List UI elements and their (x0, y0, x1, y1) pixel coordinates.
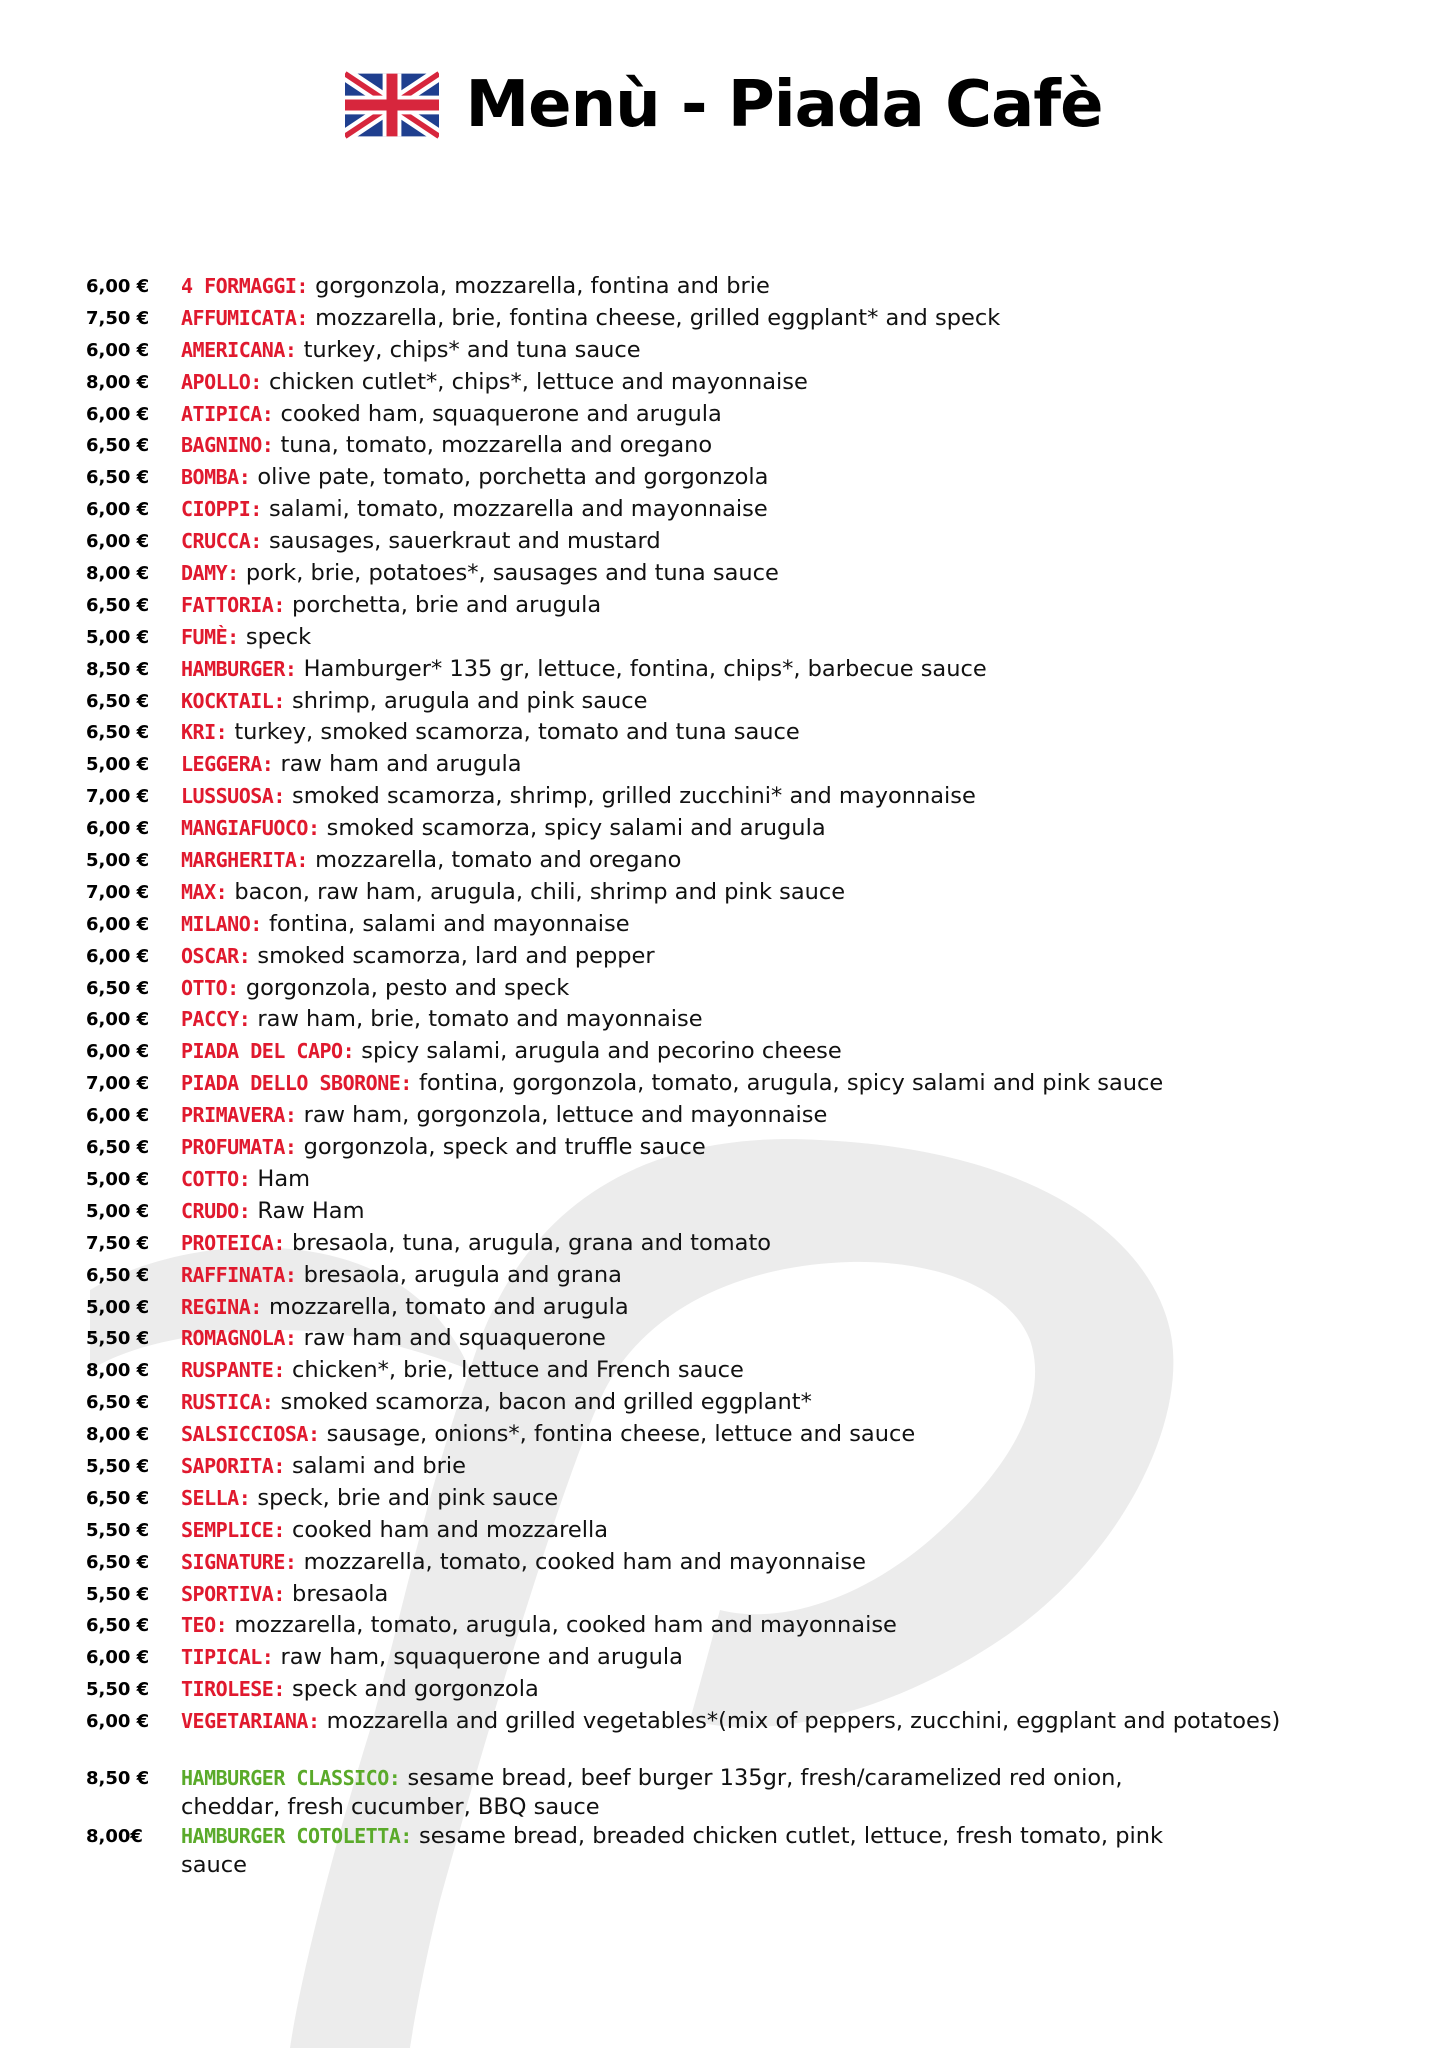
item-name: CRUCCA: (181, 529, 262, 554)
menu-item (0, 303, 1448, 335)
item-name: ROMAGNOLA: (181, 1326, 297, 1351)
item-name: PACCY: (181, 1007, 251, 1032)
menu-item (0, 909, 1448, 941)
page-title: Menù - Piada Cafè (465, 68, 1103, 142)
item-name: AFFUMICATA: (181, 305, 308, 330)
menu-item (0, 1004, 1448, 1036)
item-price: 5,50 € (86, 1519, 150, 1541)
item-price: 6,50 € (86, 594, 150, 616)
item-text (181, 1610, 897, 1642)
menu-item (0, 1451, 1448, 1483)
item-text (181, 686, 648, 718)
item-name: APOLLO: (181, 369, 262, 394)
menu-item (0, 813, 1448, 845)
burger-description: sesame bread, beef burger 135gr, fresh/caramelized red onion, cheddar, fresh cucumber, BBQ sauce (181, 1765, 1123, 1820)
item-name: FUMÈ: (181, 624, 239, 649)
item-price: 8,00 € (86, 1424, 150, 1446)
item-text (181, 973, 569, 1005)
item-price: 8,00 € (86, 563, 150, 585)
item-description: mozzarella and grilled vegetables*(mix of peppers, zucchini, eggplant and potatoes) (326, 1708, 1281, 1735)
item-name: OSCAR: (181, 943, 251, 968)
item-text (181, 1036, 842, 1068)
menu-item (0, 494, 1448, 526)
item-text (181, 1323, 606, 1355)
item-price: 5,00 € (86, 754, 150, 776)
item-description: mozzarella, brie, fontina cheese, grilled eggplant* and speck (315, 304, 1001, 331)
menu-item (0, 1515, 1448, 1547)
item-description: gorgonzola, pesto and speck (245, 974, 570, 1001)
item-text (181, 1387, 812, 1419)
item-description: turkey, smoked scamorza, tomato and tuna sauce (234, 719, 800, 746)
item-text (181, 1355, 744, 1387)
item-description: smoked scamorza, shrimp, grilled zucchini* and mayonnaise (292, 783, 976, 810)
menu-item (0, 1547, 1448, 1579)
item-name: MANGIAFUOCO: (181, 816, 320, 841)
item-price: 5,50 € (86, 1679, 150, 1701)
menu-item (0, 1228, 1448, 1260)
burger-name: HAMBURGER COTOLETTA: (181, 1824, 412, 1848)
item-description: sausage, onions*, fontina cheese, lettuce and sauce (326, 1421, 916, 1448)
item-price: 6,00 € (86, 499, 150, 521)
item-price: 8,50 € (86, 658, 150, 680)
item-name: OTTO: (181, 975, 239, 1000)
item-description: smoked scamorza, lard and pepper (257, 942, 655, 969)
item-name: COTTO: (181, 1166, 251, 1191)
item-price: 6,00 € (86, 531, 150, 553)
item-description: olive pate, tomato, porchetta and gorgonzola (257, 464, 769, 491)
menu-item (0, 781, 1448, 813)
burger-item (0, 1822, 1448, 1880)
menu-item (0, 1132, 1448, 1164)
item-price: 5,00 € (86, 1168, 150, 1190)
item-description: turkey, chips* and tuna sauce (303, 336, 641, 363)
item-description: Hamburger* 135 gr, lettuce, fontina, chips*, barbecue sauce (303, 655, 987, 682)
menu-item (0, 1483, 1448, 1515)
menu-item (0, 1579, 1448, 1611)
item-price: 6,50 € (86, 690, 150, 712)
item-text (181, 1674, 539, 1706)
item-description: speck (245, 623, 312, 650)
burger-text (181, 1764, 1181, 1822)
burger-description: sesame bread, breaded chicken cutlet, lettuce, fresh tomato, pink sauce (181, 1823, 1164, 1878)
item-name: VEGETARIANA: (181, 1709, 320, 1734)
menu-item (0, 622, 1448, 654)
item-text (181, 335, 641, 367)
menu-item (0, 1674, 1448, 1706)
item-description: smoked scamorza, bacon and grilled eggplant* (280, 1389, 812, 1416)
item-description: raw ham, squaquerone and arugula (280, 1644, 683, 1671)
item-price: 6,50 € (86, 1551, 150, 1573)
menu-item (0, 1387, 1448, 1419)
burger-list (0, 1764, 1448, 1880)
item-description: bresaola, tuna, arugula, grana and tomato (292, 1229, 772, 1256)
item-price: 6,00 € (86, 913, 150, 935)
menu-item (0, 1196, 1448, 1228)
item-name: SPORTIVA: (181, 1581, 285, 1606)
menu-item (0, 590, 1448, 622)
item-text (181, 1579, 388, 1611)
menu-item (0, 1706, 1448, 1738)
item-description: bresaola, arugula and grana (303, 1261, 622, 1288)
item-description: mozzarella, tomato, arugula, cooked ham and mayonnaise (234, 1612, 897, 1639)
item-name: SALSICCIOSA: (181, 1422, 320, 1447)
menu-item (0, 1419, 1448, 1451)
item-text (181, 271, 770, 303)
item-description: fontina, salami and mayonnaise (268, 910, 630, 937)
item-text (181, 1100, 827, 1132)
item-description: chicken*, brie, lettuce and French sauce (292, 1357, 744, 1384)
item-price: 6,00 € (86, 1647, 150, 1669)
item-text (181, 1451, 466, 1483)
item-text (181, 813, 826, 845)
menu-item (0, 1260, 1448, 1292)
item-name: PROFUMATA: (181, 1135, 297, 1160)
item-text (181, 1483, 558, 1515)
item-description: cooked ham, squaquerone and arugula (280, 400, 722, 427)
burger-price: 8,00€ (86, 1826, 143, 1847)
item-price: 6,00 € (86, 1009, 150, 1031)
burger-text (181, 1822, 1181, 1880)
item-description: mozzarella, tomato, cooked ham and mayonnaise (303, 1548, 866, 1575)
item-description: pork, brie, potatoes*, sausages and tuna sauce (245, 560, 779, 587)
item-description: tuna, tomato, mozzarella and oregano (280, 432, 713, 459)
item-text (181, 845, 681, 877)
item-text (181, 1706, 1280, 1738)
item-text (181, 303, 1000, 335)
burger-name: HAMBURGER CLASSICO: (181, 1766, 401, 1790)
menu-item (0, 1292, 1448, 1324)
item-text (181, 558, 779, 590)
item-name: BOMBA: (181, 465, 251, 490)
menu-item (0, 845, 1448, 877)
item-text (181, 781, 976, 813)
item-description: fontina, gorgonzola, tomato, arugula, spicy salami and pink sauce (418, 1070, 1164, 1097)
item-name: AMERICANA: (181, 337, 297, 362)
item-text (181, 1515, 608, 1547)
item-price: 5,50 € (86, 1328, 150, 1350)
item-price: 6,50 € (86, 467, 150, 489)
item-name: PROTEICA: (181, 1230, 285, 1255)
item-description: gorgonzola, mozzarella, fontina and brie (315, 273, 770, 299)
item-price: 6,50 € (86, 977, 150, 999)
item-name: SELLA: (181, 1485, 251, 1510)
item-name: TIPICAL: (181, 1645, 274, 1670)
item-price: 5,00 € (86, 626, 150, 648)
item-description: Ham (257, 1165, 311, 1192)
item-price: 5,00 € (86, 1200, 150, 1222)
item-text (181, 1164, 310, 1196)
burger-item (0, 1764, 1448, 1822)
menu-item (0, 399, 1448, 431)
menu-item (0, 335, 1448, 367)
menu-header (0, 68, 1448, 142)
item-description: spicy salami, arugula and pecorino cheese (361, 1038, 842, 1065)
menu-item (0, 973, 1448, 1005)
item-price: 6,50 € (86, 1264, 150, 1286)
item-name: ATIPICA: (181, 401, 274, 426)
menu-item (0, 462, 1448, 494)
item-text (181, 941, 655, 973)
item-price: 6,00 € (86, 945, 150, 967)
item-text (181, 1260, 622, 1292)
item-name: KRI: (181, 720, 228, 745)
item-description: porchetta, brie and arugula (292, 591, 602, 618)
item-text (181, 526, 661, 558)
item-name: DAMY: (181, 561, 239, 586)
item-price: 6,50 € (86, 722, 150, 744)
menu-item (0, 430, 1448, 462)
item-description: raw ham, gorgonzola, lettuce and mayonnaise (303, 1102, 828, 1129)
item-price: 6,00 € (86, 276, 150, 297)
item-price: 6,00 € (86, 403, 150, 425)
menu-item (0, 271, 1448, 303)
item-text (181, 1228, 771, 1260)
menu-item (0, 367, 1448, 399)
item-price: 7,00 € (86, 786, 150, 808)
item-name: CRUDO: (181, 1198, 251, 1223)
item-name: MAX: (181, 879, 228, 904)
item-description: bresaola (292, 1580, 389, 1607)
item-price: 6,00 € (86, 818, 150, 840)
item-name: PIADA DEL CAPO: (181, 1039, 355, 1064)
menu-item (0, 558, 1448, 590)
menu-item (0, 1610, 1448, 1642)
item-text (181, 430, 712, 462)
menu-item (0, 1036, 1448, 1068)
item-name: LUSSUOSA: (181, 784, 285, 809)
item-name: MILANO: (181, 911, 262, 936)
item-text (181, 654, 987, 686)
item-description: bacon, raw ham, arugula, chili, shrimp and pink sauce (234, 878, 846, 905)
menu-item (0, 877, 1448, 909)
item-price: 5,00 € (86, 850, 150, 872)
item-price: 6,00 € (86, 339, 150, 361)
item-price: 8,00 € (86, 1360, 150, 1382)
item-name: MARGHERITA: (181, 848, 308, 873)
item-text (181, 462, 768, 494)
item-text (181, 1196, 365, 1228)
item-description: mozzarella, tomato and oregano (315, 847, 682, 874)
item-text (181, 877, 845, 909)
item-price: 5,50 € (86, 1583, 150, 1605)
item-price: 5,50 € (86, 1455, 150, 1477)
item-price: 6,50 € (86, 1487, 150, 1509)
item-name: SEMPLICE: (181, 1517, 285, 1542)
menu-item (0, 1642, 1448, 1674)
item-text (181, 399, 722, 431)
item-price: 7,00 € (86, 881, 150, 903)
menu-item (0, 749, 1448, 781)
menu-item (0, 526, 1448, 558)
item-text (181, 1292, 629, 1324)
item-name: REGINA: (181, 1294, 262, 1319)
item-description: Raw Ham (257, 1197, 365, 1224)
item-description: mozzarella, tomato and arugula (268, 1293, 629, 1320)
item-text (181, 1547, 866, 1579)
menu-item (0, 1100, 1448, 1132)
item-description: salami and brie (292, 1452, 467, 1479)
item-name: CIOPPI: (181, 497, 262, 522)
item-description: smoked scamorza, spicy salami and arugula (326, 815, 826, 842)
item-price: 7,50 € (86, 307, 150, 329)
item-text (181, 717, 800, 749)
item-text (181, 367, 808, 399)
item-text (181, 1419, 915, 1451)
item-price: 6,00 € (86, 1711, 150, 1733)
menu-item (0, 1068, 1448, 1100)
burger-price: 8,50 € (86, 1768, 150, 1789)
item-price: 5,00 € (86, 1296, 150, 1318)
item-price: 6,50 € (86, 435, 150, 457)
item-text (181, 1642, 683, 1674)
item-name: RAFFINATA: (181, 1262, 297, 1287)
item-price: 6,50 € (86, 1137, 150, 1159)
item-price: 6,50 € (86, 1615, 150, 1637)
menu-item (0, 1355, 1448, 1387)
item-text (181, 622, 311, 654)
item-text (181, 1132, 706, 1164)
item-description: speck, brie and pink sauce (257, 1484, 559, 1511)
menu-item (0, 717, 1448, 749)
menu-item (0, 654, 1448, 686)
menu-item (0, 1164, 1448, 1196)
uk-flag-icon (345, 71, 439, 139)
item-name: SAPORITA: (181, 1453, 285, 1478)
item-price: 6,00 € (86, 1105, 150, 1127)
item-price: 6,50 € (86, 1392, 150, 1414)
item-description: cooked ham and mozzarella (292, 1516, 609, 1543)
item-name: TEO: (181, 1613, 228, 1638)
item-description: gorgonzola, speck and truffle sauce (303, 1134, 706, 1161)
item-name: BAGNINO: (181, 433, 274, 458)
item-name: LEGGERA: (181, 752, 274, 777)
item-price: 8,00 € (86, 371, 150, 393)
item-description: chicken cutlet*, chips*, lettuce and mayonnaise (268, 368, 808, 395)
menu-item (0, 1323, 1448, 1355)
item-price: 6,00 € (86, 1041, 150, 1063)
item-price: 7,50 € (86, 1232, 150, 1254)
item-name: PIADA DELLO SBORONE: (181, 1071, 412, 1096)
item-description: shrimp, arugula and pink sauce (292, 687, 648, 714)
item-description: raw ham and arugula (280, 751, 522, 778)
item-name: PRIMAVERA: (181, 1103, 297, 1128)
item-name: KOCKTAIL: (181, 688, 285, 713)
item-name: FATTORIA: (181, 592, 285, 617)
item-text (181, 1068, 1163, 1100)
menu-item (0, 941, 1448, 973)
item-text (181, 1004, 703, 1036)
item-name: RUSPANTE: (181, 1358, 285, 1383)
item-description: speck and gorgonzola (292, 1676, 539, 1703)
item-description: raw ham and squaquerone (303, 1325, 606, 1352)
item-description: raw ham, brie, tomato and mayonnaise (257, 1006, 703, 1033)
item-text (181, 494, 768, 526)
item-text (181, 909, 630, 941)
item-name: TIROLESE: (181, 1677, 285, 1702)
item-text (181, 590, 601, 622)
menu-item (0, 686, 1448, 718)
item-name: RUSTICA: (181, 1390, 274, 1415)
item-name: SIGNATURE: (181, 1549, 297, 1574)
menu-list (0, 271, 1448, 1738)
item-description: sausages, sauerkraut and mustard (268, 528, 661, 555)
item-name: 4 FORMAGGI: (181, 274, 308, 298)
item-text (181, 749, 522, 781)
item-price: 7,00 € (86, 1073, 150, 1095)
item-name: HAMBURGER: (181, 656, 297, 681)
item-description: salami, tomato, mozzarella and mayonnaise (268, 496, 768, 523)
